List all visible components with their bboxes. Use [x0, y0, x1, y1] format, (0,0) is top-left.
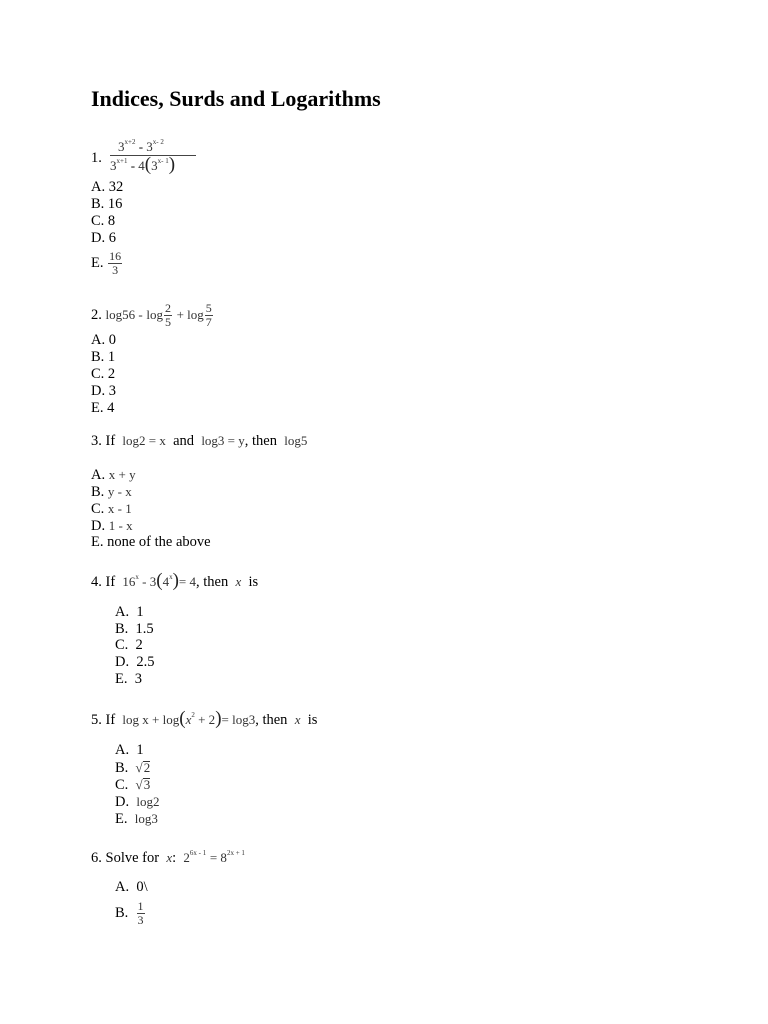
q2-question: 2. log56 - log $\frac{2}{5}$ + log $\frac{5}{7}$: [91, 301, 212, 330]
q3-option-d: D. 1 - x: [91, 518, 133, 534]
q4-question: 4. If $16^x - 3(4^x)= 4$, then x is: [91, 570, 259, 591]
q3-option-b: B. y - x: [91, 484, 132, 500]
q4-option-a: A. 1: [115, 604, 144, 620]
q1-fraction-bar: [110, 155, 196, 156]
q1-option-b: B. 16: [91, 196, 123, 212]
q6-option-b-fraction: $\frac{1}{3}$: [137, 899, 144, 928]
q1-number: 1.: [91, 150, 102, 166]
q1-numerator: $3^{x+2} - 3^{x- 2}$: [118, 138, 164, 154]
q6-option-a: A. 0\: [115, 879, 148, 895]
q3-option-e: E. none of the above: [91, 534, 211, 550]
q1-denominator: $3^{x+1} - 4(3^{x- 1})$: [110, 154, 176, 175]
q4-option-e: E. 3: [115, 671, 142, 687]
q2-option-a: A. 0: [91, 332, 116, 348]
q4-option-d: D. 2.5: [115, 654, 155, 670]
q2-fraction-1: $\frac{2}{5}$: [164, 301, 171, 330]
q1-option-d: D. 6: [91, 230, 116, 246]
q5-option-a: A. 1: [115, 742, 144, 758]
q3-option-c: C. x - 1: [91, 501, 132, 517]
q6-question: 6. Solve for x: $2^{6x - 1} = 8^{2x + 1}$: [91, 849, 245, 866]
q1-option-c: C. 8: [91, 213, 116, 229]
q2-fraction-2: $\frac{5}{7}$: [205, 301, 212, 330]
q3-question: 3. If log2 = x and log3 = y, then log5: [91, 433, 308, 449]
q5-question: 5. If $\log x + \log(x^2 + 2)= \log 3$, then x is: [91, 708, 318, 729]
q5-option-c: C. √3: [115, 777, 151, 793]
q2-option-c: C. 2: [91, 366, 116, 382]
q1-option-e: E. $\frac{16}{3}$: [91, 249, 122, 278]
q1-option-e-fraction: $\frac{16}{3}$: [109, 249, 122, 278]
q6-option-b: B. $\frac{1}{3}$: [115, 899, 144, 928]
q3-option-a: A. x + y: [91, 467, 136, 483]
q5-option-d: D. log2: [115, 794, 160, 810]
q2-option-e: E. 4: [91, 400, 115, 416]
q2-option-d: D. 3: [91, 383, 116, 399]
radical-icon: √: [135, 760, 143, 775]
q5-option-b: B. √2: [115, 760, 151, 776]
q2-option-b: B. 1: [91, 349, 116, 365]
page-title: Indices, Surds and Logarithms: [91, 86, 381, 111]
q5-option-e: E. log3: [115, 811, 158, 827]
q4-option-c: C. 2: [115, 637, 143, 653]
q1-option-a: A. 32: [91, 179, 124, 195]
radical-icon: √: [135, 777, 143, 792]
q4-option-b: B. 1.5: [115, 621, 154, 637]
